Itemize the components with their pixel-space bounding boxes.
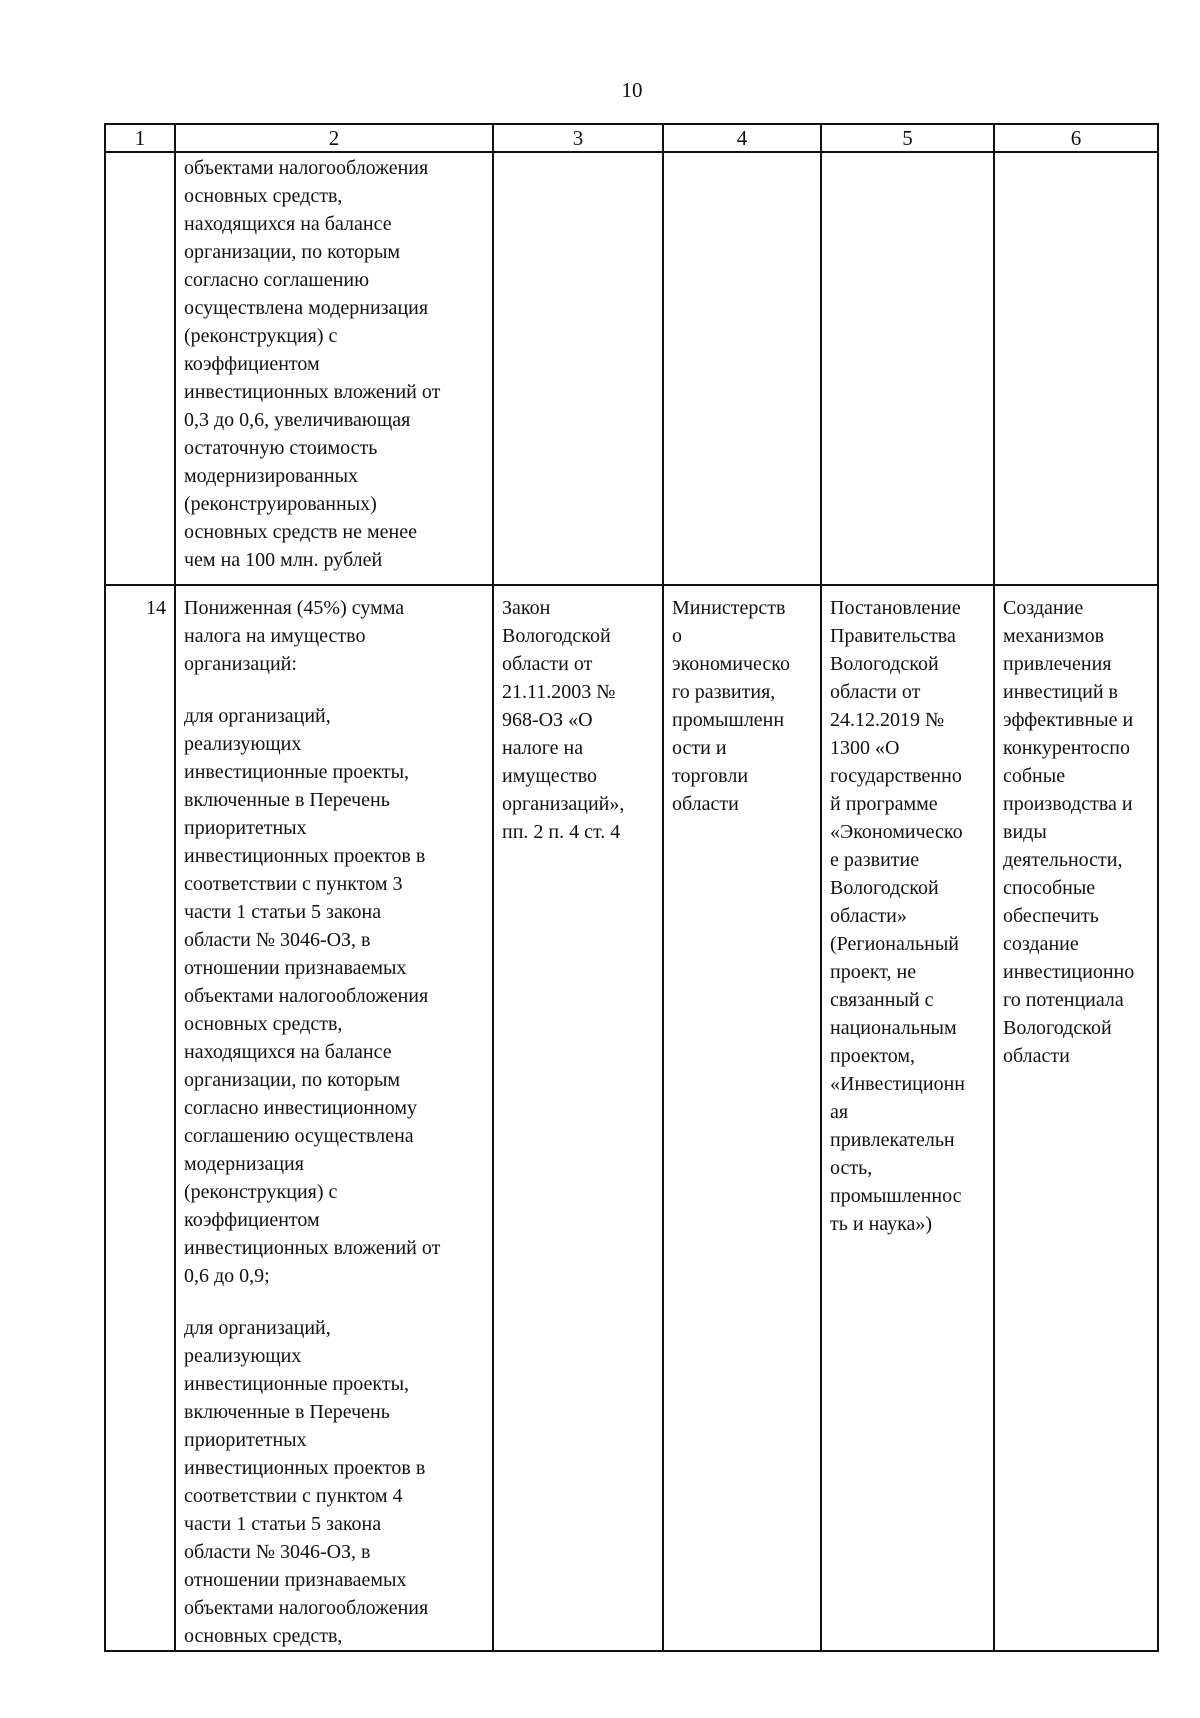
text-line: области от [502, 653, 593, 675]
text-line: 1300 «О [830, 737, 900, 759]
text-line: ть и наука») [830, 1213, 933, 1235]
table-header-row [105, 124, 1158, 152]
text-line: включенные в Перечень [184, 1401, 390, 1423]
text-line: области от [830, 681, 921, 703]
text-line: конкурентоспо [1003, 737, 1130, 759]
text-line: области [1003, 1045, 1070, 1067]
text-line: области № 3046-ОЗ, в [184, 929, 371, 951]
description-lines [184, 154, 486, 574]
cell-law-empty [493, 152, 663, 574]
text-line: Закон [502, 597, 551, 619]
header-cell-1: 1 [105, 124, 175, 152]
document-table [104, 123, 1159, 1652]
text-line: приоритетных [184, 817, 307, 839]
text-line: инвестиционных проектов в [184, 845, 426, 867]
table-row-14 [105, 585, 1158, 1651]
text-line: инвестиционных вложений от [184, 381, 441, 403]
header-cell-3: 3 [493, 124, 663, 152]
text-line: соответствии с пунктом 3 [184, 873, 403, 895]
cell-description [175, 585, 493, 1651]
header-cell-6: 6 [994, 124, 1158, 152]
text-line: деятельности, [1003, 849, 1123, 871]
text-line: промышленн [672, 709, 785, 731]
ministry-lines [672, 594, 814, 818]
paragraph-gap [184, 1290, 486, 1314]
text-line: пп. 2 п. 4 ст. 4 [502, 821, 621, 843]
text-line: организаций: [184, 653, 297, 675]
table-row-spacer [105, 574, 1158, 585]
cell-number-empty [105, 152, 175, 574]
text-line: реализующих [184, 733, 302, 755]
text-line: механизмов [1003, 625, 1105, 647]
text-line: Вологодской [830, 877, 939, 899]
text-line: налоге на [502, 737, 584, 759]
text-line: чем на 100 млн. рублей [184, 549, 383, 571]
text-line: включенные в Перечень [184, 789, 390, 811]
text-line: (реконструкция) с [184, 1181, 338, 1203]
text-line: эффективные и [1003, 709, 1134, 731]
text-line: объектами налогообложения [184, 985, 429, 1007]
text-line: (Региональный [830, 933, 960, 955]
text-line: (реконструкция) с [184, 325, 338, 347]
description-paragraph-2 [184, 702, 486, 1290]
text-line: области № 3046-ОЗ, в [184, 1541, 371, 1563]
text-line: Постановление [830, 597, 961, 619]
text-line: обеспечить [1003, 905, 1099, 927]
text-line: осуществлена модернизация [184, 297, 429, 319]
text-line: остаточную стоимость [184, 437, 378, 459]
cell-description-continuation [175, 152, 493, 574]
text-line: организаций», [502, 793, 625, 815]
text-line: приоритетных [184, 1429, 307, 1451]
text-line: государственно [830, 765, 962, 787]
text-line: го развития, [672, 681, 776, 703]
text-line: соглашению осуществлена [184, 1125, 414, 1147]
cell-goal-empty [994, 152, 1158, 574]
text-line: инвестиционные проекты, [184, 1373, 410, 1395]
text-line: ость, [830, 1157, 873, 1179]
text-line: модернизация [184, 1153, 304, 1175]
cell-program-empty [821, 152, 994, 574]
text-line: части 1 статьи 5 закона [184, 901, 382, 923]
text-line: находящихся на балансе [184, 1041, 392, 1063]
text-line: Вологодской [502, 625, 611, 647]
text-line: проектом, [830, 1045, 916, 1067]
text-line: находящихся на балансе [184, 213, 392, 235]
text-line: привлечения [1003, 653, 1112, 675]
text-line: привлекательн [830, 1129, 955, 1151]
text-line: части 1 статьи 5 закона [184, 1513, 382, 1535]
cell-ministry-empty [663, 152, 821, 574]
text-line: «Инвестиционн [830, 1073, 965, 1095]
spacer-cell [821, 574, 994, 585]
text-line: Правительства [830, 625, 956, 647]
program-lines [830, 594, 987, 1238]
text-line: национальным [830, 1017, 957, 1039]
text-line: й программе [830, 793, 938, 815]
text-line: виды [1003, 821, 1047, 843]
text-line: о [672, 625, 682, 647]
paragraph-gap [184, 678, 486, 702]
cell-program [821, 585, 994, 1651]
text-line: согласно инвестиционному [184, 1097, 418, 1119]
spacer-cell [663, 574, 821, 585]
goal-lines [1003, 594, 1151, 1070]
header-cell-4: 4 [663, 124, 821, 152]
text-line: для организаций, [184, 705, 331, 727]
cell-ministry [663, 585, 821, 1651]
text-line: 24.12.2019 № [830, 709, 945, 731]
description-paragraph-1 [184, 594, 486, 678]
text-line: (реконструированных) [184, 493, 377, 515]
text-line: проект, не [830, 961, 917, 983]
text-line: модернизированных [184, 465, 359, 487]
text-line: Вологодской [1003, 1017, 1112, 1039]
table-row-continuation [105, 152, 1158, 574]
text-line: объектами налогообложения [184, 157, 429, 179]
text-line: инвестиционно [1003, 961, 1135, 983]
text-line: ости и [672, 737, 727, 759]
text-line: области» [830, 905, 907, 927]
text-line: инвестиционных вложений от [184, 1237, 441, 1259]
text-line: инвестиционных проектов в [184, 1457, 426, 1479]
text-line: «Экономическо [830, 821, 963, 843]
law-lines [502, 594, 656, 846]
text-line: объектами налогообложения [184, 1597, 429, 1619]
text-line: инвестиционные проекты, [184, 761, 410, 783]
cell-law [493, 585, 663, 1651]
text-line: основных средств не менее [184, 521, 417, 543]
text-line: коэффициентом [184, 353, 320, 375]
text-line: Вологодской [830, 653, 939, 675]
header-cell-5: 5 [821, 124, 994, 152]
text-line: е развитие [830, 849, 920, 871]
text-line: 0,6 до 0,9; [184, 1265, 270, 1287]
page-number: 10 [621, 78, 643, 102]
text-line: налога на имущество [184, 625, 366, 647]
text-line: имущество [502, 765, 598, 787]
text-line: отношении признаваемых [184, 1569, 407, 1591]
row-number: 14 [105, 585, 175, 1651]
text-line: организации, по которым [184, 1069, 401, 1091]
cell-goal [994, 585, 1158, 1651]
spacer-cell [175, 574, 493, 585]
text-line: 21.11.2003 № [502, 681, 616, 703]
text-line: Пониженная (45%) сумма [184, 597, 405, 619]
text-line: реализующих [184, 1345, 302, 1367]
text-line: инвестиций в [1003, 681, 1118, 703]
text-line: для организаций, [184, 1317, 331, 1339]
spacer-cell [493, 574, 663, 585]
text-line: производства и [1003, 793, 1133, 815]
text-line: промышленнос [830, 1185, 962, 1207]
text-line: области [672, 793, 739, 815]
text-line: Министерств [672, 597, 786, 619]
spacer-cell [105, 574, 175, 585]
text-line: 968-ОЗ «О [502, 709, 593, 731]
text-line: основных средств, [184, 185, 343, 207]
text-line: собные [1003, 765, 1066, 787]
text-line: создание [1003, 933, 1079, 955]
text-line: отношении признаваемых [184, 957, 407, 979]
text-line: го потенциала [1003, 989, 1124, 1011]
text-line: соответствии с пунктом 4 [184, 1485, 403, 1507]
description-paragraph-3 [184, 1314, 486, 1650]
text-line: торговли [672, 765, 749, 787]
text-line: экономическо [672, 653, 790, 675]
text-line: основных средств, [184, 1013, 343, 1035]
text-line: коэффициентом [184, 1209, 320, 1231]
text-line: согласно соглашению [184, 269, 370, 291]
text-line: основных средств, [184, 1625, 343, 1647]
text-line: 0,3 до 0,6, увеличивающая [184, 409, 411, 431]
spacer-cell [994, 574, 1158, 585]
text-line: способные [1003, 877, 1096, 899]
text-line: ая [830, 1101, 849, 1123]
header-cell-2: 2 [175, 124, 493, 152]
text-line: организации, по которым [184, 241, 401, 263]
text-line: Создание [1003, 597, 1084, 619]
text-line: связанный с [830, 989, 934, 1011]
